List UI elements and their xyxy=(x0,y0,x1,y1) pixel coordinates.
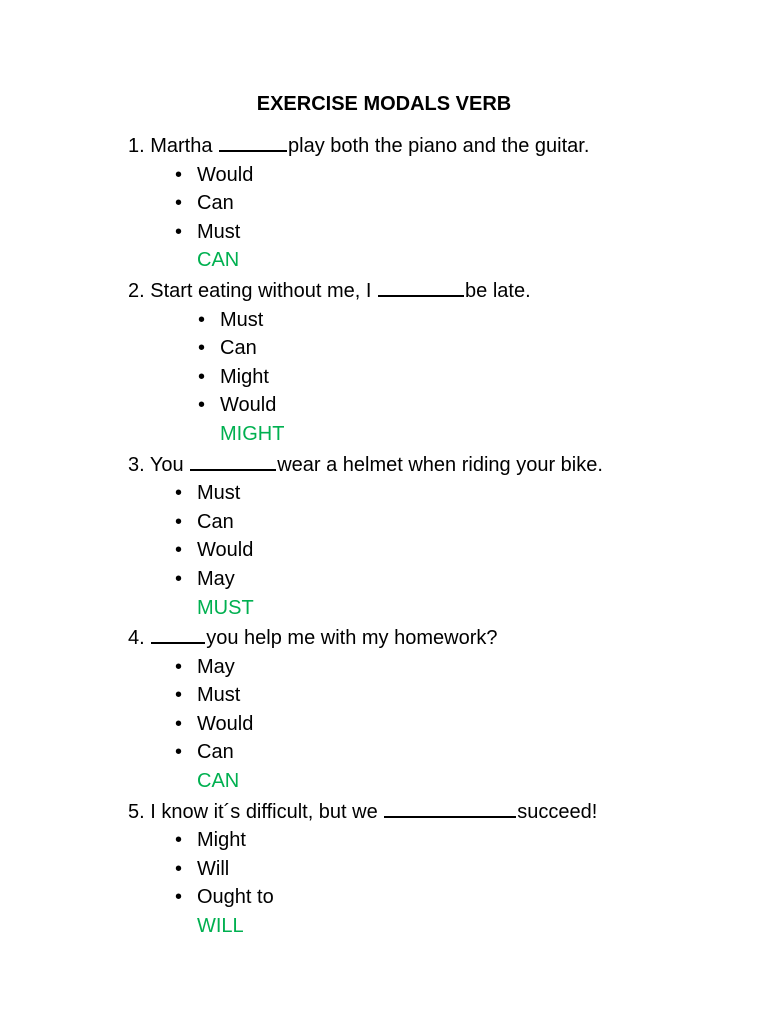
option-item: • Can xyxy=(197,189,728,218)
question-1-answer: CAN xyxy=(197,249,240,272)
bullet-icon: • xyxy=(175,163,183,186)
question-4-suffix: you help me with my homework? xyxy=(206,627,498,650)
option-item: • Must xyxy=(220,306,728,335)
question-5-answer: WILL xyxy=(197,915,244,938)
option-item: • Can xyxy=(220,334,728,363)
question-2-suffix: be late. xyxy=(465,279,531,302)
question-4 xyxy=(128,622,728,653)
question-2-prefix: 2. Start eating without me, I xyxy=(128,279,378,302)
option-item: • Will xyxy=(197,855,728,884)
bullet-icon: • xyxy=(175,192,183,215)
bullet-icon: • xyxy=(198,308,206,331)
option-item: • Would xyxy=(197,536,728,565)
question-3-prefix: 3. You xyxy=(128,453,190,476)
question-5-suffix: succeed! xyxy=(517,800,598,823)
bullet-icon: • xyxy=(198,365,206,388)
bullet-icon: • xyxy=(175,712,183,735)
question-5-prefix: 5. I know it´s difficult, but we xyxy=(128,800,384,823)
question-3-answer: MUST xyxy=(197,596,254,619)
question-3-blank xyxy=(190,449,276,471)
option-item: • Ought to xyxy=(197,883,728,912)
option-item: • Would xyxy=(197,161,728,190)
bullet-icon: • xyxy=(198,394,206,417)
question-4-blank xyxy=(151,622,205,644)
question-list xyxy=(128,130,728,941)
option-item: • Must xyxy=(197,218,728,247)
question-1-blank xyxy=(219,130,287,152)
question-1-options xyxy=(128,161,728,247)
option-item: • Can xyxy=(197,508,728,537)
question-1-suffix: play both the piano and the guitar. xyxy=(288,135,590,157)
question-5 xyxy=(128,796,728,827)
bullet-icon: • xyxy=(175,510,183,533)
question-1-prefix: 1. Martha xyxy=(128,135,219,157)
option-item: • Would xyxy=(197,710,728,739)
option-item: • Must xyxy=(197,479,728,508)
bullet-icon: • xyxy=(175,857,183,880)
option-item: • Might xyxy=(220,363,728,392)
bullet-icon: • xyxy=(175,684,183,707)
bullet-icon: • xyxy=(175,220,183,243)
bullet-icon: • xyxy=(175,829,183,852)
option-item: • May xyxy=(197,565,728,594)
question-2 xyxy=(128,275,728,306)
option-item: • Must xyxy=(197,681,728,710)
option-item: • May xyxy=(197,653,728,682)
bullet-icon: • xyxy=(175,741,183,764)
question-3-suffix: wear a helmet when riding your bike. xyxy=(277,453,603,476)
option-item: • Can xyxy=(197,738,728,767)
question-3-options xyxy=(128,479,728,593)
page-title: EXERCISE MODALS VERB xyxy=(256,93,512,115)
question-5-options xyxy=(128,826,728,912)
question-2-answer: MIGHT xyxy=(220,422,285,445)
question-4-prefix: 4. xyxy=(128,627,151,650)
question-4-answer: CAN xyxy=(197,770,240,793)
question-2-options xyxy=(128,306,728,420)
bullet-icon: • xyxy=(175,655,183,678)
question-3 xyxy=(128,449,728,480)
question-5-blank xyxy=(384,796,516,818)
bullet-icon: • xyxy=(175,567,183,590)
option-item: • Would xyxy=(220,391,728,420)
question-2-blank xyxy=(378,275,464,297)
option-item: • Might xyxy=(197,826,728,855)
bullet-icon: • xyxy=(175,886,183,909)
bullet-icon: • xyxy=(175,539,183,562)
question-4-options xyxy=(128,653,728,767)
bullet-icon: • xyxy=(198,337,206,360)
bullet-icon: • xyxy=(175,482,183,505)
question-1 xyxy=(128,130,728,161)
